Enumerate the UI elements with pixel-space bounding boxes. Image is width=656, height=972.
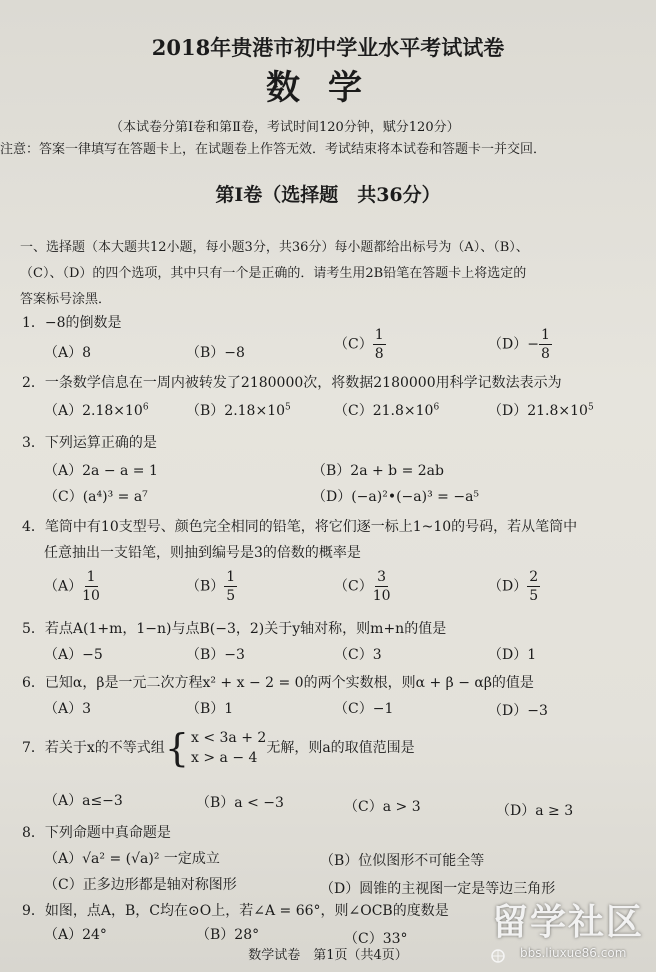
q8-a-expression: √a² = (√a)² 一定成立 — [82, 851, 220, 867]
q8-a-label: （A） — [44, 851, 83, 867]
q4-b-denominator: 5 — [226, 588, 236, 604]
watermark-brand: 留学社区 — [492, 902, 645, 943]
exam-note-instructions: 注意：答案一律填写在答题卡上，在试题卷上作答无效．考试结束将本试卷和答题卡一并交回． — [0, 142, 547, 157]
q5-option-a: （A）−5 — [44, 647, 103, 663]
q5-option-b: （B）−3 — [186, 647, 245, 663]
q1-option-c — [334, 326, 386, 363]
q8-option-b: （B）位似图形不可能全等 — [320, 853, 485, 869]
q2-c-text: （C）21.8×10 — [334, 403, 434, 419]
q4-c-numerator: 3 — [377, 569, 387, 585]
question-9-stem: 9．如图，点A，B，C均在⊙O上，若∠A = 66°，则∠OCB的度数是 — [22, 903, 449, 919]
q4-option-c — [334, 568, 391, 605]
q4-c-denominator: 10 — [372, 588, 391, 604]
q4-d-fraction — [527, 568, 540, 605]
q7-stem-post: 无解，则a的取值范围是 — [266, 740, 415, 756]
q2-a-exponent: 6 — [142, 402, 149, 413]
q2-option-d — [488, 400, 594, 420]
q7-inequality-2: x > a − 4 — [191, 750, 258, 766]
page-footer: 数学试卷 第1页（共4页） — [248, 948, 408, 963]
exam-note-duration: （本试卷分第Ⅰ卷和第Ⅱ卷，考试时间120分钟，赋分120分） — [110, 120, 460, 135]
q1-c-numerator: 1 — [374, 327, 384, 343]
q4-b-numerator: 1 — [226, 569, 236, 585]
section-intro-line2: （C）、（D）的四个选项，其中只有一个是正确的．请考生用2B铅笔在答题卡上将选定的 — [20, 266, 527, 281]
q7-option-c: （C）a > 3 — [344, 799, 421, 815]
question-8-stem: 8．下列命题中真命题是 — [22, 825, 171, 841]
q1-option-b: （B）−8 — [186, 345, 245, 361]
q8-option-c: （C）正多边形都是轴对称图形 — [44, 877, 237, 893]
question-6-stem: 6．已知α，β是一元二次方程x² + x − 2 = 0的两个实数根，则α + β − αβ的值是 — [22, 675, 534, 691]
q7-inequality-1: x < 3a + 2 — [191, 730, 267, 746]
q4-c-label: （C） — [334, 578, 373, 595]
q7-inequality-system — [191, 728, 266, 768]
q2-d-text: （D）21.8×10 — [488, 403, 588, 419]
q1-option-a: （A）8 — [44, 345, 92, 361]
q2-option-b — [186, 400, 291, 420]
question-7-stem — [22, 728, 415, 768]
q4-a-numerator: 1 — [86, 569, 96, 585]
q5-option-c: （C）3 — [334, 647, 382, 663]
question-1-stem: 1．−8的倒数是 — [22, 315, 122, 331]
q1-d-fraction — [539, 326, 552, 363]
q1-d-denominator: 8 — [540, 346, 550, 362]
q9-option-c: （C）33° — [344, 931, 408, 947]
q4-a-fraction — [82, 568, 100, 605]
subject-heading: 数学 — [266, 68, 390, 108]
q8-option-a — [44, 848, 220, 868]
q1-c-label: （C） — [334, 336, 373, 353]
q2-d-exponent: 5 — [587, 402, 594, 413]
section-heading: 第Ⅰ卷（选择题 共36分） — [215, 184, 441, 206]
q3-option-b: （B）2a + b = 2ab — [312, 463, 444, 479]
question-4-stem-line1: 4．笔筒中有10支型号、颜色完全相同的铅笔，将它们逐一标上1~10的号码，若从笔筒中 — [22, 519, 578, 535]
q7-brace: { — [164, 726, 189, 770]
q7-stem-pre: 7．若关于x的不等式组 — [22, 740, 165, 756]
exam-title: 2018年贵港市初中学业水平考试试卷 — [151, 35, 505, 60]
q2-b-exponent: 5 — [285, 402, 291, 413]
q4-option-b — [186, 568, 237, 605]
q4-d-label: （D） — [488, 578, 528, 595]
q2-option-a — [44, 400, 149, 420]
q6-option-c: （C）−1 — [334, 701, 394, 717]
q4-c-fraction — [373, 568, 391, 605]
q1-d-label: （D）− — [488, 336, 539, 353]
q1-d-numerator: 1 — [540, 327, 550, 343]
q7-option-b: （B）a < −3 — [196, 795, 284, 811]
q6-option-d: （D）−3 — [488, 703, 548, 719]
q7-option-d: （D）a ≥ 3 — [496, 803, 574, 819]
q3-option-a: （A）2a − a = 1 — [44, 463, 158, 479]
q2-c-exponent: 6 — [433, 402, 440, 413]
q6-option-a: （A）3 — [44, 701, 92, 717]
section-intro-line3: 答案标号涂黑． — [20, 292, 112, 307]
q4-a-denominator: 10 — [82, 588, 100, 604]
q4-a-label: （A） — [44, 578, 83, 595]
q6-option-b: （B）1 — [186, 701, 234, 717]
q4-b-label: （B） — [186, 578, 225, 595]
q4-option-d — [488, 568, 540, 605]
q9-option-a: （A）24° — [44, 927, 107, 943]
q7-option-a: （A）a≤−3 — [44, 793, 123, 809]
q1-c-denominator: 8 — [374, 346, 384, 362]
question-2-stem: 2．一条数学信息在一周内被转发了2180000次，将数据2180000用科学记数法表示为 — [22, 375, 562, 391]
q2-b-text: （B）2.18×10 — [186, 403, 286, 419]
q3-option-c: （C）(a⁴)³ = a⁷ — [44, 489, 148, 505]
q4-b-fraction — [224, 568, 237, 605]
q1-c-fraction — [373, 326, 386, 363]
question-3-stem: 3．下列运算正确的是 — [22, 435, 157, 451]
q2-option-c — [334, 400, 439, 420]
q5-option-d: （D）1 — [488, 647, 537, 663]
q4-option-a — [44, 568, 100, 605]
section-intro-line1: 一、选择题（本大题共12小题，每小题3分，共36分）每小题都给出标号为（A）、（B）、 — [20, 240, 529, 255]
question-4-stem-line2: 任意抽出一支铅笔，则抽到编号是3的倍数的概率是 — [44, 545, 361, 561]
q8-option-d: （D）圆锥的主视图一定是等边三角形 — [320, 881, 556, 897]
question-5-stem: 5．若点A(1+m，1−n)与点B(−3，2)关于y轴对称，则m+n的值是 — [22, 621, 447, 637]
q2-a-text: （A）2.18×10 — [44, 403, 143, 419]
watermark-url: bbs.liuxue86.com — [520, 946, 627, 960]
q1-option-d — [488, 326, 552, 363]
q3-option-d: （D）(−a)²•(−a)³ = −a⁵ — [312, 489, 480, 505]
globe-icon — [490, 948, 512, 964]
q9-option-b: （B）28° — [196, 927, 260, 943]
q4-d-denominator: 5 — [529, 588, 539, 604]
q4-d-numerator: 2 — [529, 569, 539, 585]
